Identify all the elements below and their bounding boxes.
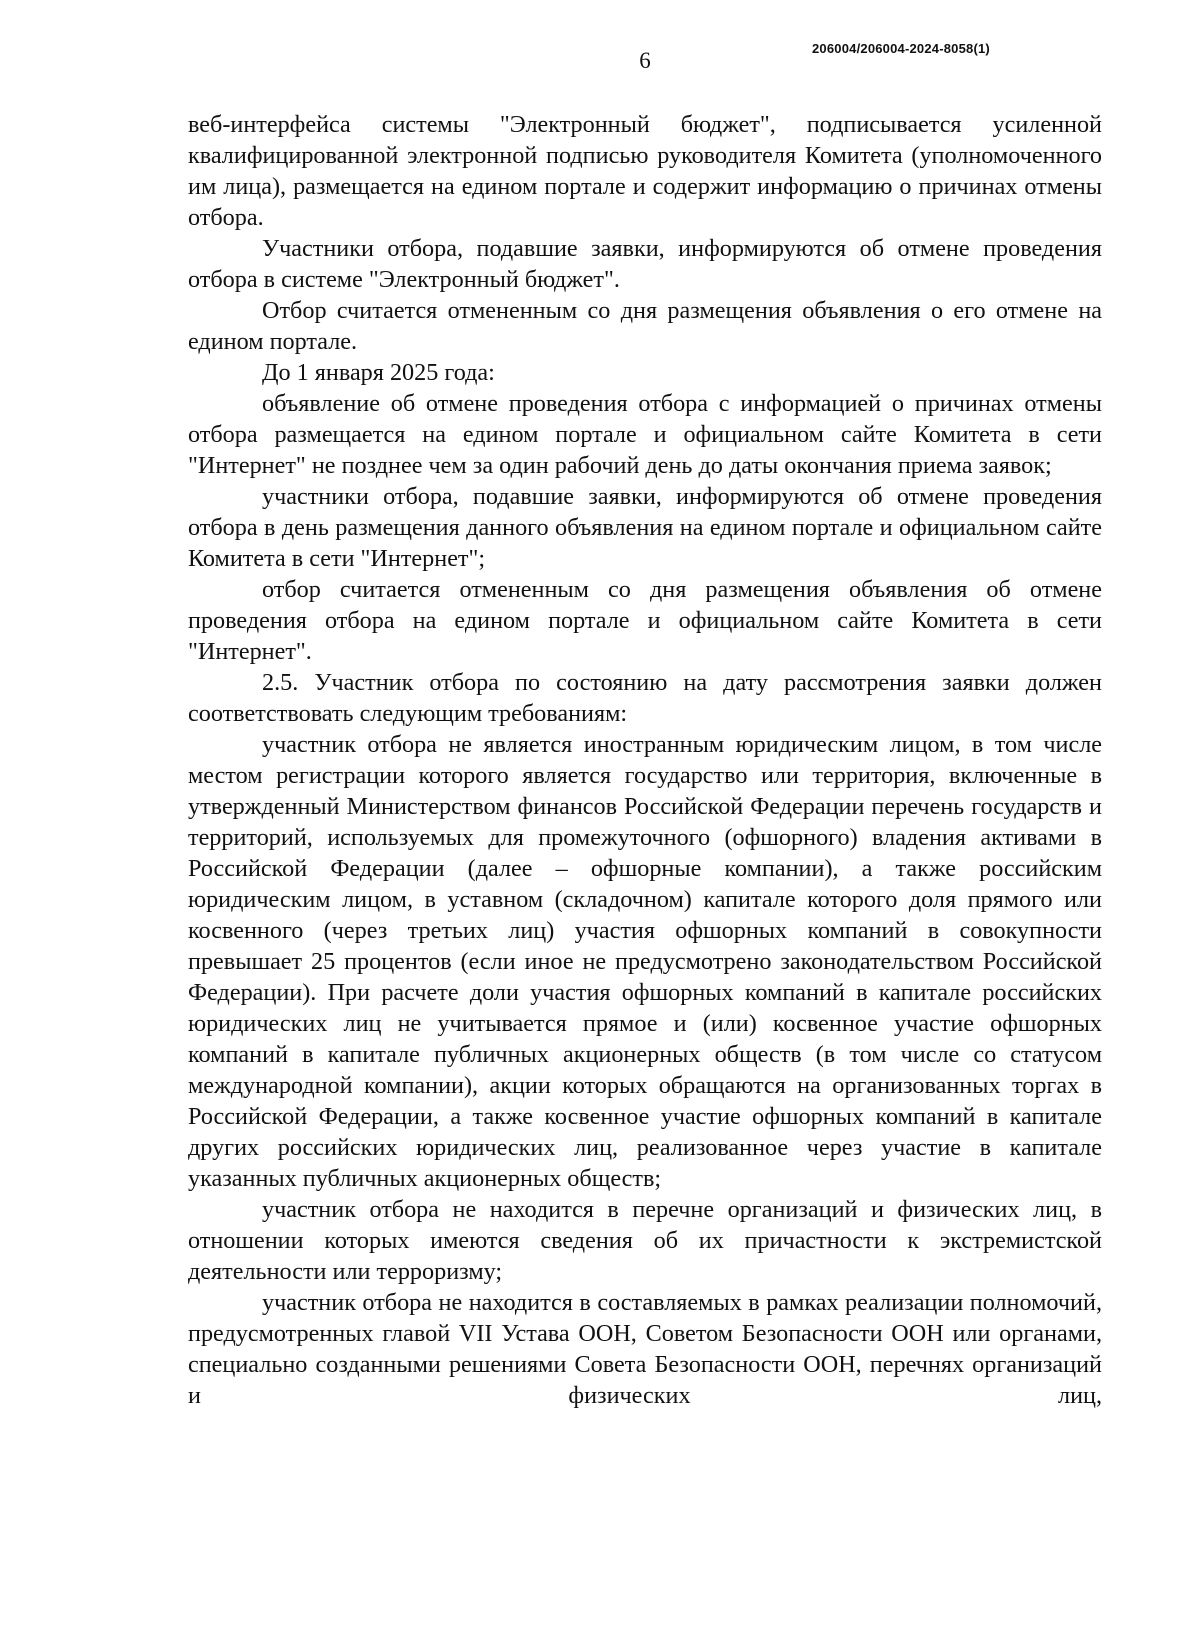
- paragraph: Участники отбора, подавшие заявки, информируются об отмене проведения отбора в системе "Электронный бюджет".: [188, 235, 1102, 293]
- page-number: 6: [639, 48, 651, 73]
- document-body: [188, 109, 1102, 1411]
- paragraph: участник отбора не является иностранным юридическим лицом, в том числе местом регистрации которого является государство или территория, включенные в утвержденный Министерством финансов Российской Федерации перечень государств и территорий, используемых для промежуточного (офшорного) владения активами в Российской Федерации (далее – офшорные компании), а также российским юридическим лицом, в уставном (складочном) капитале которого доля прямого или косвенного (через третьих лиц) участия офшорных компаний в совокупности превышает 25 процентов (если иное не предусмотрено законодательством Российской Федерации). При расчете доли участия офшорных компаний в капитале российских юридических лиц не учитывается прямое и (или) косвенное участие офшорных компаний в капитале публичных акционерных обществ (в том числе со статусом международной компании), акции которых обращаются на организованных торгах в Российской Федерации, а также косвенное участие офшорных компаний в капитале других российских юридических лиц, реализованное через участие в капитале указанных публичных акционерных обществ;: [188, 731, 1102, 1192]
- paragraph: отбор считается отмененным со дня размещения объявления об отмене проведения отбора на едином портале и официальном сайте Комитета в сети "Интернет".: [188, 576, 1102, 665]
- paragraph: До 1 января 2025 года:: [262, 359, 495, 386]
- paragraph: участник отбора не находится в перечне организаций и физических лиц, в отношении которых имеются сведения об их причастности к экстремистской деятельности или терроризму;: [188, 1196, 1102, 1285]
- paragraph: 2.5. Участник отбора по состоянию на дату рассмотрения заявки должен соответствовать следующим требованиям:: [188, 669, 1102, 727]
- paragraph: участники отбора, подавшие заявки, информируются об отмене проведения отбора в день размещения данного объявления на едином портале и официальном сайте Комитета в сети "Интернет";: [188, 483, 1102, 572]
- paragraph: объявление об отмене проведения отбора с информацией о причинах отмены отбора размещается на едином портале и официальном сайте Комитета в сети "Интернет" не позднее чем за один рабочий день до даты окончания приема заявок;: [188, 390, 1102, 479]
- paragraph: Отбор считается отмененным со дня размещения объявления о его отмене на едином портале.: [188, 297, 1102, 355]
- paragraph: веб-интерфейса системы "Электронный бюджет", подписывается усиленной квалифицированной электронной подписью руководителя Комитета (уполномоченного им лица), размещается на едином портале и содержит информацию о причинах отмены отбора.: [188, 111, 1102, 231]
- paragraph: участник отбора не находится в составляемых в рамках реализации полномочий, предусмотренных главой VII Устава ООН, Советом Безопасности ООН или органами, специально созданными решениями Совета Безопасности ООН, перечнях организаций и физических лиц,: [188, 1289, 1102, 1409]
- document-registration-number: 206004/206004-2024-8058(1): [812, 41, 990, 56]
